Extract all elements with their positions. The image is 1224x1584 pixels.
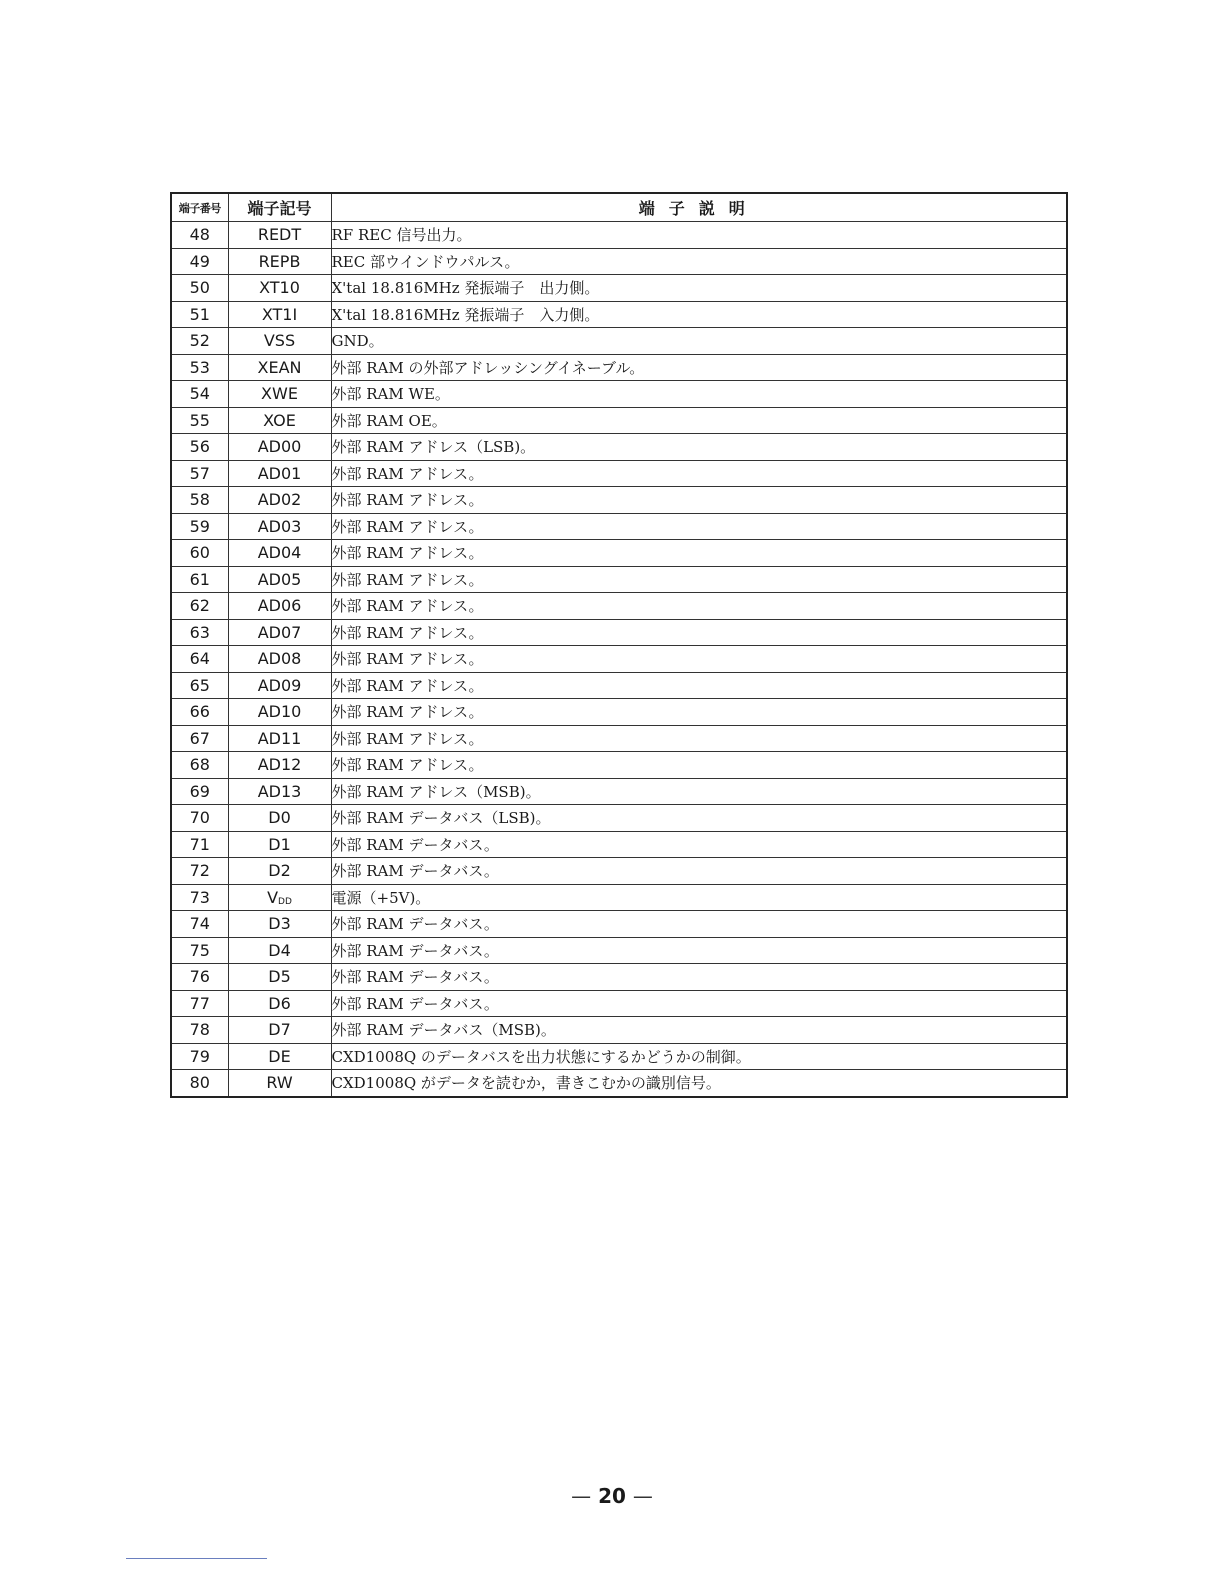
pin-symbol-cell bbox=[228, 1017, 331, 1044]
table-row bbox=[171, 964, 1067, 991]
pin-symbol-text: AD00 bbox=[257, 437, 302, 457]
table-row bbox=[171, 407, 1067, 434]
pin-symbol-text: D2 bbox=[268, 861, 291, 881]
pin-description-cell: CXD1008Q のデータバスを出力状態にするかどうかの制御。 bbox=[331, 1043, 1067, 1070]
pin-symbol-cell bbox=[228, 1043, 331, 1070]
table-row bbox=[171, 222, 1067, 249]
pin-symbol-text: D5 bbox=[268, 967, 291, 987]
pin-description-cell: 外部 RAM アドレス（LSB)。 bbox=[331, 434, 1067, 461]
table-row bbox=[171, 248, 1067, 275]
header-pin-symbol: 端子記号 bbox=[228, 193, 331, 222]
pin-number-cell: 59 bbox=[171, 513, 228, 540]
pin-symbol-text: AD04 bbox=[257, 543, 302, 563]
pin-symbol-text: D3 bbox=[268, 914, 291, 934]
pin-symbol-cell bbox=[228, 328, 331, 355]
pin-description-cell: 外部 RAM アドレス。 bbox=[331, 566, 1067, 593]
pin-symbol-cell bbox=[228, 434, 331, 461]
pin-symbol-cell bbox=[228, 248, 331, 275]
pin-symbol-text: DE bbox=[268, 1046, 291, 1066]
pin-description-cell: 外部 RAM データバス。 bbox=[331, 911, 1067, 938]
pin-symbol-cell bbox=[228, 487, 331, 514]
table-row bbox=[171, 1043, 1067, 1070]
pin-symbol-cell bbox=[228, 805, 331, 832]
pin-symbol-cell bbox=[228, 619, 331, 646]
pin-number-cell: 78 bbox=[171, 1017, 228, 1044]
pin-number-cell: 63 bbox=[171, 619, 228, 646]
table-row bbox=[171, 381, 1067, 408]
pin-symbol-text: AD13 bbox=[257, 781, 302, 801]
table-row bbox=[171, 778, 1067, 805]
pin-number-cell: 54 bbox=[171, 381, 228, 408]
table-row bbox=[171, 672, 1067, 699]
pin-symbol-cell bbox=[228, 301, 331, 328]
pin-symbol-subscript: DD bbox=[278, 896, 292, 907]
pin-symbol-cell bbox=[228, 381, 331, 408]
pin-number-cell: 79 bbox=[171, 1043, 228, 1070]
pin-symbol-cell bbox=[228, 858, 331, 885]
pin-symbol-cell bbox=[228, 407, 331, 434]
pin-symbol-cell bbox=[228, 275, 331, 302]
pin-symbol-cell bbox=[228, 752, 331, 779]
pin-symbol-cell bbox=[228, 884, 331, 911]
table-row bbox=[171, 354, 1067, 381]
pin-description-cell: 外部 RAM アドレス。 bbox=[331, 540, 1067, 567]
pin-description-cell: 外部 RAM WE。 bbox=[331, 381, 1067, 408]
pin-number-cell: 68 bbox=[171, 752, 228, 779]
pin-description-cell: 外部 RAM OE。 bbox=[331, 407, 1067, 434]
pin-symbol-cell bbox=[228, 222, 331, 249]
table-row bbox=[171, 884, 1067, 911]
pin-symbol-text: REPB bbox=[258, 251, 301, 271]
pin-description-cell: 外部 RAM データバス。 bbox=[331, 831, 1067, 858]
pin-symbol-cell bbox=[228, 513, 331, 540]
pin-number-cell: 64 bbox=[171, 646, 228, 673]
table-row bbox=[171, 487, 1067, 514]
pin-symbol-cell bbox=[228, 672, 331, 699]
pin-symbol-text: AD03 bbox=[257, 516, 302, 536]
pin-description-cell: 外部 RAM アドレス。 bbox=[331, 646, 1067, 673]
pin-number-cell: 56 bbox=[171, 434, 228, 461]
table-row bbox=[171, 831, 1067, 858]
pin-description-cell: 外部 RAM アドレス。 bbox=[331, 487, 1067, 514]
pin-symbol-cell bbox=[228, 566, 331, 593]
pin-symbol-text: D0 bbox=[268, 808, 291, 828]
pin-symbol-cell bbox=[228, 937, 331, 964]
pin-symbol-cell bbox=[228, 460, 331, 487]
pin-description-cell: 外部 RAM データバス。 bbox=[331, 990, 1067, 1017]
pin-symbol-cell bbox=[228, 911, 331, 938]
table-row bbox=[171, 566, 1067, 593]
pin-number-cell: 70 bbox=[171, 805, 228, 832]
pin-description-cell: 外部 RAM データバス。 bbox=[331, 937, 1067, 964]
pin-description-cell: 外部 RAM アドレス。 bbox=[331, 699, 1067, 726]
pin-symbol-text: XOE bbox=[263, 410, 296, 430]
pin-description-cell: 外部 RAM データバス（MSB)。 bbox=[331, 1017, 1067, 1044]
pin-symbol-text: AD10 bbox=[257, 702, 302, 722]
pin-description-cell: 外部 RAM アドレス。 bbox=[331, 593, 1067, 620]
table-row bbox=[171, 460, 1067, 487]
page-number-value: 20 bbox=[598, 1484, 626, 1508]
table-row bbox=[171, 937, 1067, 964]
pin-symbol-cell bbox=[228, 593, 331, 620]
pin-description-table bbox=[170, 192, 1068, 1098]
pin-number-cell: 53 bbox=[171, 354, 228, 381]
pin-number-cell: 60 bbox=[171, 540, 228, 567]
pin-symbol-cell bbox=[228, 1070, 331, 1097]
pin-symbol-text: D7 bbox=[268, 1020, 291, 1040]
table-row bbox=[171, 540, 1067, 567]
pin-description-cell: X'tal 18.816MHz 発振端子 入力側。 bbox=[331, 301, 1067, 328]
bottom-rule bbox=[126, 1558, 267, 1559]
pin-symbol-text: AD11 bbox=[257, 728, 302, 748]
page-number-dash-right: — bbox=[632, 1484, 653, 1508]
table-row bbox=[171, 752, 1067, 779]
pin-number-cell: 76 bbox=[171, 964, 228, 991]
pin-symbol-cell bbox=[228, 646, 331, 673]
header-pin-number: 端子番号 bbox=[171, 193, 228, 222]
pin-number-cell: 66 bbox=[171, 699, 228, 726]
pin-symbol-text: XEAN bbox=[257, 357, 302, 377]
table-row bbox=[171, 911, 1067, 938]
pin-number-cell: 50 bbox=[171, 275, 228, 302]
table-row bbox=[171, 1070, 1067, 1097]
pin-number-cell: 69 bbox=[171, 778, 228, 805]
pin-symbol-text: RW bbox=[266, 1073, 293, 1093]
table-row bbox=[171, 513, 1067, 540]
pin-number-cell: 80 bbox=[171, 1070, 228, 1097]
table-header-row bbox=[171, 193, 1067, 222]
pin-symbol-text: AD02 bbox=[257, 490, 302, 510]
pin-number-cell: 51 bbox=[171, 301, 228, 328]
pin-description-cell: CXD1008Q がデータを読むか，書きこむかの識別信号。 bbox=[331, 1070, 1067, 1097]
pin-symbol-text: XT1I bbox=[261, 304, 298, 324]
pin-description-cell: GND。 bbox=[331, 328, 1067, 355]
pin-symbol-text: VSS bbox=[263, 331, 296, 351]
table-row bbox=[171, 990, 1067, 1017]
table-row bbox=[171, 1017, 1067, 1044]
header-description: 端子説明 bbox=[331, 193, 1067, 222]
pin-number-cell: 49 bbox=[171, 248, 228, 275]
table-row bbox=[171, 275, 1067, 302]
pin-symbol-cell bbox=[228, 990, 331, 1017]
pin-symbol-text: AD12 bbox=[257, 755, 302, 775]
pin-number-cell: 71 bbox=[171, 831, 228, 858]
pin-symbol-text: AD05 bbox=[257, 569, 302, 589]
page-number-dash-left: — bbox=[571, 1484, 592, 1508]
pin-symbol-text: XWE bbox=[261, 384, 298, 404]
pin-number-cell: 58 bbox=[171, 487, 228, 514]
pin-symbol-text: AD07 bbox=[257, 622, 302, 642]
table-row bbox=[171, 619, 1067, 646]
pin-description-cell: 外部 RAM アドレス。 bbox=[331, 619, 1067, 646]
table-row bbox=[171, 593, 1067, 620]
pin-description-cell: 外部 RAM アドレス。 bbox=[331, 513, 1067, 540]
pin-description-cell: 外部 RAM の外部アドレッシングイネーブル。 bbox=[331, 354, 1067, 381]
pin-description-cell: 外部 RAM アドレス。 bbox=[331, 752, 1067, 779]
pin-symbol-text: REDT bbox=[257, 225, 302, 245]
pin-number-cell: 52 bbox=[171, 328, 228, 355]
pin-symbol-text: AD01 bbox=[257, 463, 302, 483]
pin-number-cell: 62 bbox=[171, 593, 228, 620]
pin-number-cell: 77 bbox=[171, 990, 228, 1017]
pin-description-cell: 外部 RAM アドレス。 bbox=[331, 725, 1067, 752]
page-number bbox=[0, 1484, 1224, 1508]
table-row bbox=[171, 646, 1067, 673]
pin-symbol-text: AD09 bbox=[257, 675, 302, 695]
pin-description-cell: 外部 RAM アドレス（MSB)。 bbox=[331, 778, 1067, 805]
pin-description-cell: 外部 RAM アドレス。 bbox=[331, 672, 1067, 699]
pin-description-cell: 外部 RAM データバス（LSB)。 bbox=[331, 805, 1067, 832]
pin-number-cell: 55 bbox=[171, 407, 228, 434]
table-row bbox=[171, 725, 1067, 752]
table-row bbox=[171, 434, 1067, 461]
pin-symbol-text: AD06 bbox=[257, 596, 302, 616]
pin-description-cell: REC 部ウインドウパルス。 bbox=[331, 248, 1067, 275]
pin-symbol-cell bbox=[228, 699, 331, 726]
pin-symbol-text: XT10 bbox=[259, 278, 300, 298]
table-row bbox=[171, 858, 1067, 885]
pin-symbol-cell bbox=[228, 964, 331, 991]
pin-number-cell: 67 bbox=[171, 725, 228, 752]
pin-description-cell: 外部 RAM データバス。 bbox=[331, 964, 1067, 991]
table-row bbox=[171, 699, 1067, 726]
pin-symbol-text: D4 bbox=[268, 940, 291, 960]
pin-description-cell: 外部 RAM アドレス。 bbox=[331, 460, 1067, 487]
table-body bbox=[171, 222, 1067, 1097]
pin-number-cell: 61 bbox=[171, 566, 228, 593]
pin-number-cell: 57 bbox=[171, 460, 228, 487]
pin-description-cell: X'tal 18.816MHz 発振端子 出力側。 bbox=[331, 275, 1067, 302]
pin-number-cell: 48 bbox=[171, 222, 228, 249]
table-row bbox=[171, 805, 1067, 832]
pin-symbol-cell bbox=[228, 778, 331, 805]
pin-symbol-text: AD08 bbox=[257, 649, 302, 669]
pin-symbol-cell bbox=[228, 831, 331, 858]
pin-description-cell: 外部 RAM データバス。 bbox=[331, 858, 1067, 885]
table-row bbox=[171, 328, 1067, 355]
pin-number-cell: 74 bbox=[171, 911, 228, 938]
pin-description-cell: 電源（+5V)。 bbox=[331, 884, 1067, 911]
pin-symbol-text: D1 bbox=[268, 834, 291, 854]
pin-description-cell: RF REC 信号出力。 bbox=[331, 222, 1067, 249]
pin-symbol-cell bbox=[228, 540, 331, 567]
table-row bbox=[171, 301, 1067, 328]
pin-number-cell: 72 bbox=[171, 858, 228, 885]
pin-number-cell: 65 bbox=[171, 672, 228, 699]
pin-symbol-text: V bbox=[267, 887, 279, 907]
pin-number-cell: 73 bbox=[171, 884, 228, 911]
pin-symbol-cell bbox=[228, 725, 331, 752]
pin-symbol-text: D6 bbox=[268, 993, 291, 1013]
pin-symbol-cell bbox=[228, 354, 331, 381]
pin-number-cell: 75 bbox=[171, 937, 228, 964]
